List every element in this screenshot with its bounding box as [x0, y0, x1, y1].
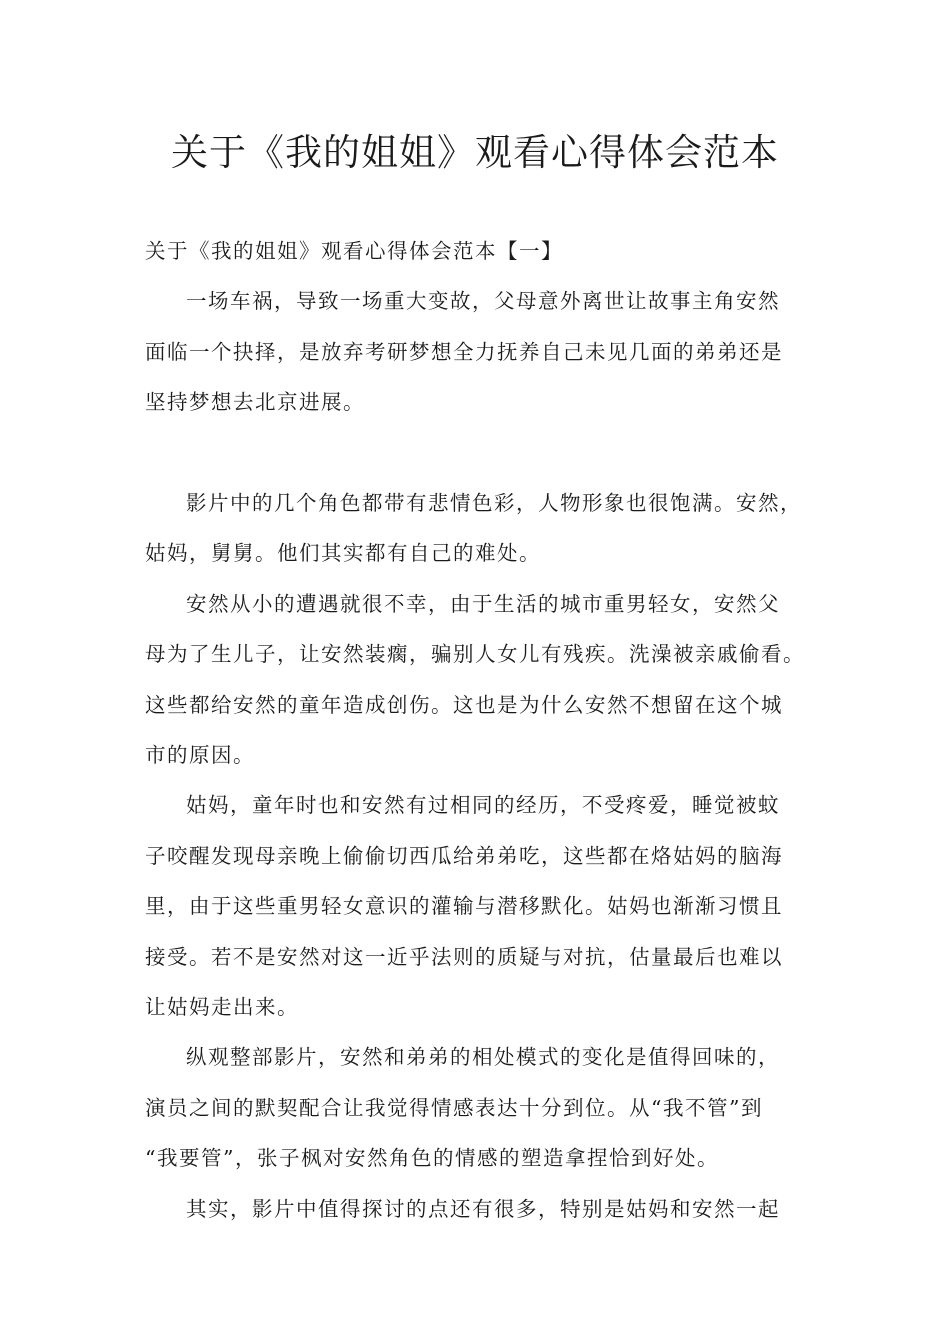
paragraph-line: 一场车祸，导致一场重大变故，父母意外离世让故事主角安然	[186, 289, 780, 314]
paragraph-line: 接受。若不是安然对这一近乎法则的质疑与对抗，估量最后也难以	[145, 944, 783, 969]
paragraph-line: 面临一个抉择，是放弃考研梦想全力抚养自己未见几面的弟弟还是	[145, 339, 783, 364]
paragraph-line: 其实，影片中值得探讨的点还有很多，特别是姑妈和安然一起	[186, 1196, 780, 1221]
paragraph-line: 让姑妈走出来。	[145, 995, 299, 1020]
paragraph-line: 里，由于这些重男轻女意识的灌输与潜移默化。姑妈也渐渐习惯且	[145, 894, 783, 919]
section-heading: 关于《我的姐姐》观看心得体会范本【一】	[145, 239, 563, 263]
paragraph-line: 安然从小的遭遇就很不幸，由于生活的城市重男轻女，安然父	[186, 591, 780, 616]
paragraph-line: 纵观整部影片，安然和弟弟的相处模式的变化是值得回味的，	[186, 1045, 780, 1070]
paragraph-line: 姑妈，舅舅。他们其实都有自己的难处。	[145, 541, 541, 566]
paragraph-line: 这些都给安然的童年造成创伤。这也是为什么安然不想留在这个城	[145, 692, 783, 717]
paragraph-line: 影片中的几个角色都带有悲情色彩，人物形象也很饱满。安然，	[186, 491, 802, 516]
paragraph-line: 演员之间的默契配合让我觉得情感表达十分到位。从“我不管”到	[145, 1095, 763, 1120]
paragraph-line: 坚持梦想去北京进展。	[145, 390, 365, 415]
paragraph-line: 市的原因。	[145, 743, 255, 768]
paragraph-2	[145, 478, 835, 579]
paragraph-5	[145, 1032, 835, 1183]
paragraph-6	[145, 1184, 835, 1234]
paragraph-line: 母为了生儿子，让安然装瘸，骗别人女儿有残疾。洗澡被亲戚偷看。	[145, 642, 805, 667]
page-title: 关于《我的姐姐》观看心得体会范本	[171, 131, 779, 174]
document-body	[145, 226, 835, 1234]
paragraph-3	[145, 579, 835, 781]
paragraph-1	[145, 276, 835, 427]
paragraph-4	[145, 780, 835, 1032]
paragraph-line: 姑妈，童年时也和安然有过相同的经历，不受疼爱，睡觉被蚊	[186, 793, 780, 818]
paragraph-line: “我要管”，张子枫对安然角色的情感的塑造拿捏恰到好处。	[145, 1146, 719, 1171]
paragraph-line: 子咬醒发现母亲晚上偷偷切西瓜给弟弟吃，这些都在烙姑妈的脑海	[145, 843, 783, 868]
paragraph-gap	[145, 428, 835, 478]
